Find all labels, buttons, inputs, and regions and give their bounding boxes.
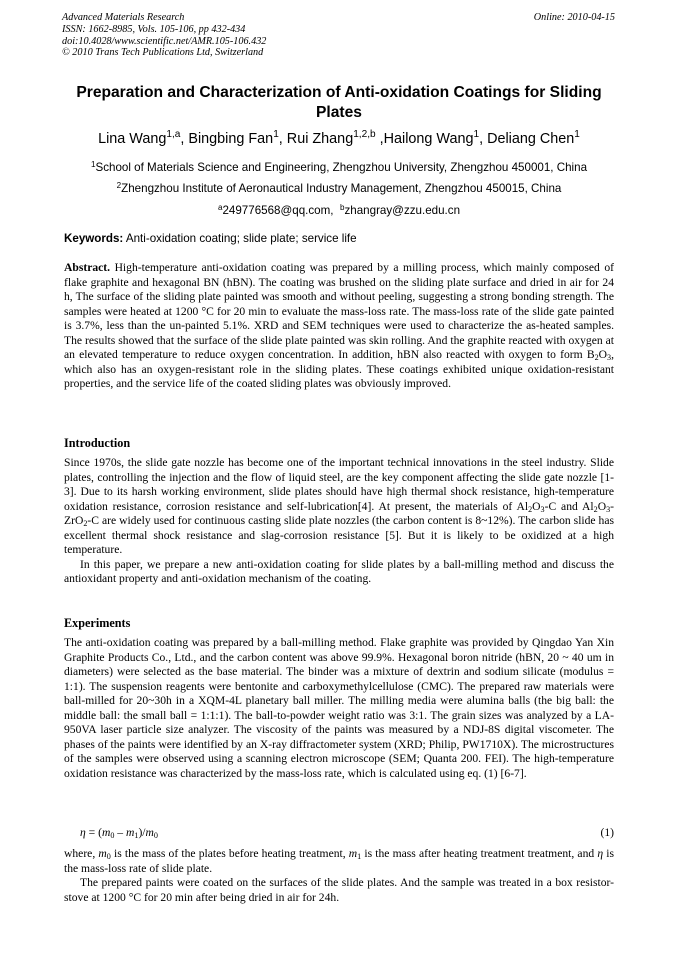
abstract <box>64 261 614 392</box>
email-mark: a <box>217 202 223 212</box>
email-a: 249776568@qq.com, <box>222 204 334 217</box>
subscript: 1 <box>134 831 139 841</box>
author-sup: 1,2,b <box>353 129 376 141</box>
author-name: Lina Wang <box>98 131 167 147</box>
equation-part: = ( <box>85 826 102 839</box>
introduction-body <box>64 456 614 587</box>
paragraph <box>64 456 614 558</box>
issn-line: ISSN: 1662-8985, Vols. 105-106, pp 432-434 <box>62 23 246 35</box>
var: m <box>348 847 358 860</box>
text: is the mass of the plates before heating treatment, <box>110 847 349 860</box>
affiliation-1 <box>50 161 628 174</box>
paper-title: Preparation and Characterization of Anti-oxidation Coatings for Sliding Plates <box>76 84 602 121</box>
text: -ZrO <box>64 499 615 528</box>
subscript: 1 <box>357 852 362 862</box>
abstract-text: O <box>598 348 608 362</box>
email-b: zhangray@zzu.edu.cn <box>344 204 461 217</box>
text: where, <box>64 847 99 860</box>
online-date: Online: 2010-04-15 <box>533 12 615 23</box>
subscript: 2 <box>594 353 599 363</box>
subscript: 0 <box>153 831 158 841</box>
author-list: Lina Wang$^{1,a}$, Bingbing Fan$^1$, Rui Zhang$^{1,2,b}$ ,Hailong Wang$^1$, Deliang Chen$^1$ <box>98 129 580 147</box>
var: m <box>98 847 107 860</box>
author-sup: 1,a <box>166 129 181 141</box>
author-name: Rui Zhang <box>286 131 354 147</box>
paragraph <box>64 847 614 876</box>
subscript: 2 <box>528 504 533 514</box>
section-heading-introduction: Introduction <box>64 436 131 450</box>
text: is the mass after heating treatment treatment, and <box>361 847 598 860</box>
author-name: Hailong Wang <box>383 131 474 147</box>
author-name: Bingbing Fan <box>188 131 274 147</box>
keywords-label: Keywords: <box>64 232 124 245</box>
equation-part: – <box>114 826 126 839</box>
text: O <box>597 499 607 513</box>
subscript: 0 <box>106 852 111 862</box>
paragraph: The prepared paints were coated on the surfaces of the slide plates. And the sample was treated in a box resistor-stove at 1200 °C for 20 min after being dried in air for 24h. <box>64 876 614 904</box>
author-sup: 1 <box>574 129 580 141</box>
text: O <box>532 499 541 513</box>
experiments-body-2 <box>64 847 614 905</box>
abstract-label: Abstract. <box>64 261 111 274</box>
subscript: 3 <box>606 504 611 514</box>
author-sup: 1 <box>473 129 480 141</box>
journal-name: Advanced Materials Research <box>62 12 185 23</box>
section-heading-experiments: Experiments <box>64 616 131 630</box>
equation-part: m <box>145 826 154 839</box>
equation-part: m <box>126 826 135 839</box>
affiliation-number: 2 <box>116 180 122 190</box>
affiliation-number: 1 <box>90 159 96 169</box>
equation-part: )/ <box>138 826 146 839</box>
email-line <box>50 204 628 217</box>
paragraph: In this paper, we prepare a new anti-oxidation coating for slide plates by a ball-milling method and discuss the antioxidant property and anti-oxidation mechanism of the coating. <box>64 557 614 586</box>
text: Since 1970s, the slide gate nozzle has become one of the important technical innovations in the steel industry. Slide plates, controlling the injection and the flow of liquid steel, are the key component affecting the slide gate nozzle [1-3]. Due to its harsh working environment, slide plates should have high thermal shock resistance, high-temperature oxidation resistance, corrosion resistance and self-lubrication[4]. At present, the materials of Al <box>64 456 614 513</box>
subscript: 2 <box>83 519 88 529</box>
subscript: 3 <box>540 504 545 514</box>
author-sup: 1 <box>273 129 279 141</box>
equation-number: (1) <box>600 826 614 839</box>
subscript: 3 <box>607 353 612 363</box>
journal-header <box>62 12 266 59</box>
affiliation-text: School of Materials Science and Engineering, Zhengzhou University, Zhengzhou 450001, China <box>95 161 588 174</box>
abstract-text: , which also has an oxygen-resistant role in the sliding plates. These coatings exhibited unique oxidation-resistant properties, and the service life of the coated sliding plates was obviously improved. <box>64 348 614 391</box>
copyright-line: © 2010 Trans Tech Publications Ltd, Switzerland <box>62 47 264 59</box>
eta-symbol: η <box>597 847 604 860</box>
keywords-text: Anti-oxidation coating; slide plate; service life <box>125 232 357 245</box>
doi-line: doi:10.4028/www.scientific.net/AMR.105-106.432 <box>62 35 267 47</box>
abstract-text: High-temperature anti-oxidation coating was prepared by a milling process, which mainly composed of flake graphite and hexagonal BN (hBN). The coating was brushed on the sliding plate surface and dried in air for 24 h, The surface of the sliding plate painted was smooth and without peeling, suggesting a strong bonding strength. The samples were heated at 1200 °C for 20 min to evaluate the mass-loss rate. The mass-loss rate of the slide gate painted is 3.7%, less than the un-painted 5.1%. XRD and SEM techniques were used to characterize the as-heated samples. The results showed that the surface of the slide plate painted was skin rolling. And the graphite reacted with oxygen at an elevated temperature to reduce oxygen concentration. In addition, hBN also reacted with oxygen to form B <box>64 261 614 362</box>
text: -C and Al <box>544 499 594 513</box>
affiliation-2 <box>50 182 628 195</box>
subscript: 2 <box>593 504 598 514</box>
email-mark: b <box>339 202 345 212</box>
subscript: 0 <box>110 831 115 841</box>
experiments-body: The anti-oxidation coating was prepared by a ball-milling method. Flake graphite was provided by Qingdao Yan Xin Graphite Products Co., Ltd., and the carbon content was above 99.9%. Hexagonal boron nitride (hBN, 20 ~ 40 um in diameters) were selected as the base material. The binder was a mixture of dextrin and sodium silicate (modulus = 1:1). The suspension reagents were bentonite and carboxymethylcellulose (CMC). The prepared raw materials were ball-milled for 20~30h in a XQM-4L planetary ball miller. The milling media were alumina balls (the big ball: the middle ball: the small ball = 1:1:1). The ball-to-powder weight ratio was 3:1. The grain sizes was analyzed by a LA-950VA laser particle size analyzer. The viscosity of the paints was measured by a NDJ-8S digital viscometer. The phases of the paints were identified by an X-ray diffractometer system (XRD; Philip, PW1710X). The microstructures of the samples were observed using a scanning electron microscope (SEM; Quanta 200. FEI). The high-temperature oxidation resistance was characterized by the mass-loss rate, which is calculated using eq. (1) [6-7]. <box>64 636 614 780</box>
author-name: Deliang Chen <box>487 131 575 147</box>
affiliation-text: Zhengzhou Institute of Aeronautical Industry Management, Zhengzhou 450015, China <box>121 182 562 195</box>
eta-symbol: η <box>80 826 86 839</box>
equation-expression <box>80 826 158 839</box>
keywords <box>64 232 357 245</box>
equation-part: m <box>101 826 111 839</box>
text: is the mass-loss rate of slide plate. <box>64 847 614 875</box>
text: -C are widely used for continuous casting slide plate nozzles (the carbon content is 8~12%). The carbon slide has excellent thermal shock resistance and slag-corrosion resistance [5]. But it is likely to be oxidized at a high temperature. <box>64 514 614 557</box>
